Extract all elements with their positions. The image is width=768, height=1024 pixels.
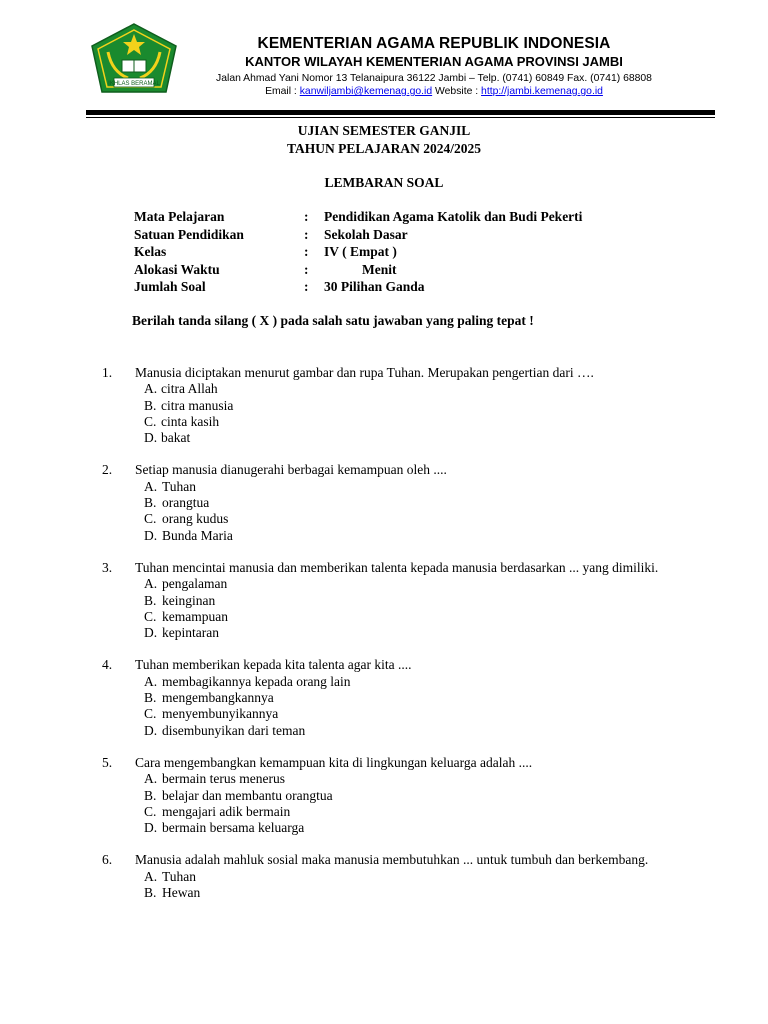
option-text: kepintaran [162,625,219,641]
answer-option[interactable] [144,869,768,885]
info-label: Satuan Pendidikan [134,226,244,242]
question-text: Manusia adalah mahluk sosial maka manusia membutuhkan ... untuk tumbuh dan berkembang. [135,852,649,868]
answer-options [144,576,768,641]
option-letter: C. [144,511,157,527]
option-letter: C. [144,413,157,429]
option-text: orangtua [162,495,210,511]
option-text: keinginan [162,592,216,608]
info-colon: : [304,244,309,259]
kemenag-logo-icon [88,22,180,96]
email-link[interactable]: kanwiljambi@kemenag.go.id [299,86,433,97]
option-text: citra Allah [161,381,218,397]
question-number: 1. [102,365,113,380]
question-number: 5. [102,754,113,770]
info-row [134,243,694,261]
option-letter: C. [144,706,157,722]
option-text: mengembangkannya [162,690,274,706]
option-letter: A. [144,478,158,494]
answer-options [144,479,768,544]
option-letter: A. [144,771,158,787]
answer-option[interactable] [144,479,768,495]
question-item [0,755,768,836]
info-row [134,226,694,244]
answer-options [144,869,768,902]
answer-option[interactable] [144,771,768,787]
instruction: Berilah tanda silang ( X ) pada salah satu jawaban yang paling tepat ! [132,313,534,328]
answer-option[interactable] [144,804,768,820]
letterhead-divider-thin [86,117,715,118]
info-label: Mata Pelajaran [134,209,225,224]
question-number: 3. [102,559,113,575]
option-text: menyembunyikannya [162,706,279,722]
question-item [0,462,768,543]
option-letter: B. [144,397,157,413]
option-text: orang kudus [162,511,229,527]
answer-option[interactable] [144,690,768,706]
question-number: 4. [102,657,113,673]
svg-text:IKHLAS BERAMAL: IKHLAS BERAMAL [108,81,160,87]
option-letter: B. [144,495,157,511]
info-row [134,278,694,296]
option-text: belajar dan membantu orangtua [162,787,333,803]
answer-options [144,674,768,739]
option-text: pengalaman [162,576,228,592]
option-text: cinta kasih [161,413,220,429]
question-text: Tuhan memberikan kepada kita talenta agar kita .... [135,657,412,673]
question-text: Tuhan mencintai manusia dan memberikan talenta kepada manusia berdasarkan ... yang dimiliki. [135,559,659,575]
option-text: kemampuan [162,608,228,624]
office-address: Jalan Ahmad Yani Nomor 13 Telanaipura 36122 Jambi – Telp. (0741) 60849 Fax. (0741) 68808 [216,73,652,84]
option-letter: D. [144,430,158,446]
option-letter: A. [144,381,158,397]
info-row [134,208,694,226]
question-text: Cara mengembangkan kemampuan kita di lingkungan keluarga adalah .... [135,754,533,770]
question-item [0,560,768,641]
option-text: bermain bersama keluarga [162,820,305,836]
answer-option[interactable] [144,788,768,804]
info-value: 30 Pilihan Ganda [324,279,425,294]
ministry-title: KEMENTERIAN AGAMA REPUBLIK INDONESIA [257,35,611,52]
option-text: Bunda Maria [162,527,233,543]
question-text: Setiap manusia dianugerahi berbagai kemampuan oleh .... [135,462,447,478]
option-letter: D. [144,625,158,641]
answer-option[interactable] [144,885,768,901]
info-label: Jumlah Soal [134,279,206,294]
answer-option[interactable] [144,820,768,836]
letterhead [0,0,768,120]
option-text: mengajari adik bermain [162,803,291,819]
option-letter: A. [144,576,158,592]
option-text: membagikannya kepada orang lain [162,673,351,689]
question-item [0,852,768,901]
info-colon: : [304,261,309,277]
option-text: disembunyikan dari teman [162,722,306,738]
answer-option[interactable] [144,398,768,414]
info-colon: : [304,209,309,224]
option-text: Tuhan [162,478,197,494]
office-subtitle: KANTOR WILAYAH KEMENTERIAN AGAMA PROVINSI JAMBI [245,54,623,69]
info-row [134,261,694,279]
info-label: Kelas [134,244,167,259]
option-text: bermain terus menerus [162,771,285,787]
option-letter: C. [144,608,157,624]
answer-option[interactable] [144,511,768,527]
answer-option[interactable] [144,414,768,430]
option-letter: B. [144,787,157,803]
academic-year: TAHUN PELAJARAN 2024/2025 [286,141,481,156]
answer-option[interactable] [144,706,768,722]
answer-options [144,381,768,446]
website-link[interactable]: http://jambi.kemenag.go.id [481,86,603,97]
info-value: Menit [362,261,397,277]
info-colon: : [304,279,309,294]
answer-option[interactable] [144,528,768,544]
option-text: citra manusia [161,397,234,413]
answer-option[interactable] [144,430,768,446]
option-letter: A. [144,673,158,689]
info-value: IV ( Empat ) [324,244,397,259]
option-letter: D. [144,820,158,836]
answer-option[interactable] [144,625,768,641]
info-colon: : [304,226,309,242]
info-value: Pendidikan Agama Katolik dan Budi Pekerti [324,209,583,224]
option-letter: D. [144,722,158,738]
answer-option[interactable] [144,381,768,397]
answer-options [144,771,768,836]
question-number: 2. [102,462,113,478]
letterhead-divider [86,110,715,115]
question-item [0,657,768,738]
info-value: Sekolah Dasar [324,226,408,242]
option-text: Hewan [162,885,201,901]
option-letter: B. [144,592,157,608]
answer-option[interactable] [144,674,768,690]
info-label: Alokasi Waktu [134,261,220,277]
answer-option[interactable] [144,593,768,609]
question-list [0,365,768,917]
question-item [0,365,768,446]
option-text: bakat [161,430,191,446]
exam-title: UJIAN SEMESTER GANJIL [297,123,471,138]
option-letter: B. [144,885,157,901]
option-letter: B. [144,690,157,706]
option-letter: C. [144,803,157,819]
exam-info [134,208,694,296]
answer-option[interactable] [144,609,768,625]
sheet-title: LEMBARAN SOAL [324,175,444,190]
option-text: Tuhan [162,868,197,884]
question-text: Manusia diciptakan menurut gambar dan rupa Tuhan. Merupakan pengertian dari …. [135,365,594,380]
answer-option[interactable] [144,723,768,739]
question-number: 6. [102,852,113,868]
answer-option[interactable] [144,495,768,511]
option-letter: A. [144,868,158,884]
office-contact: Email : kanwiljambi@kemenag.go.id Website : http://jambi.kemenag.go.id [265,86,603,97]
answer-option[interactable] [144,576,768,592]
option-letter: D. [144,527,158,543]
